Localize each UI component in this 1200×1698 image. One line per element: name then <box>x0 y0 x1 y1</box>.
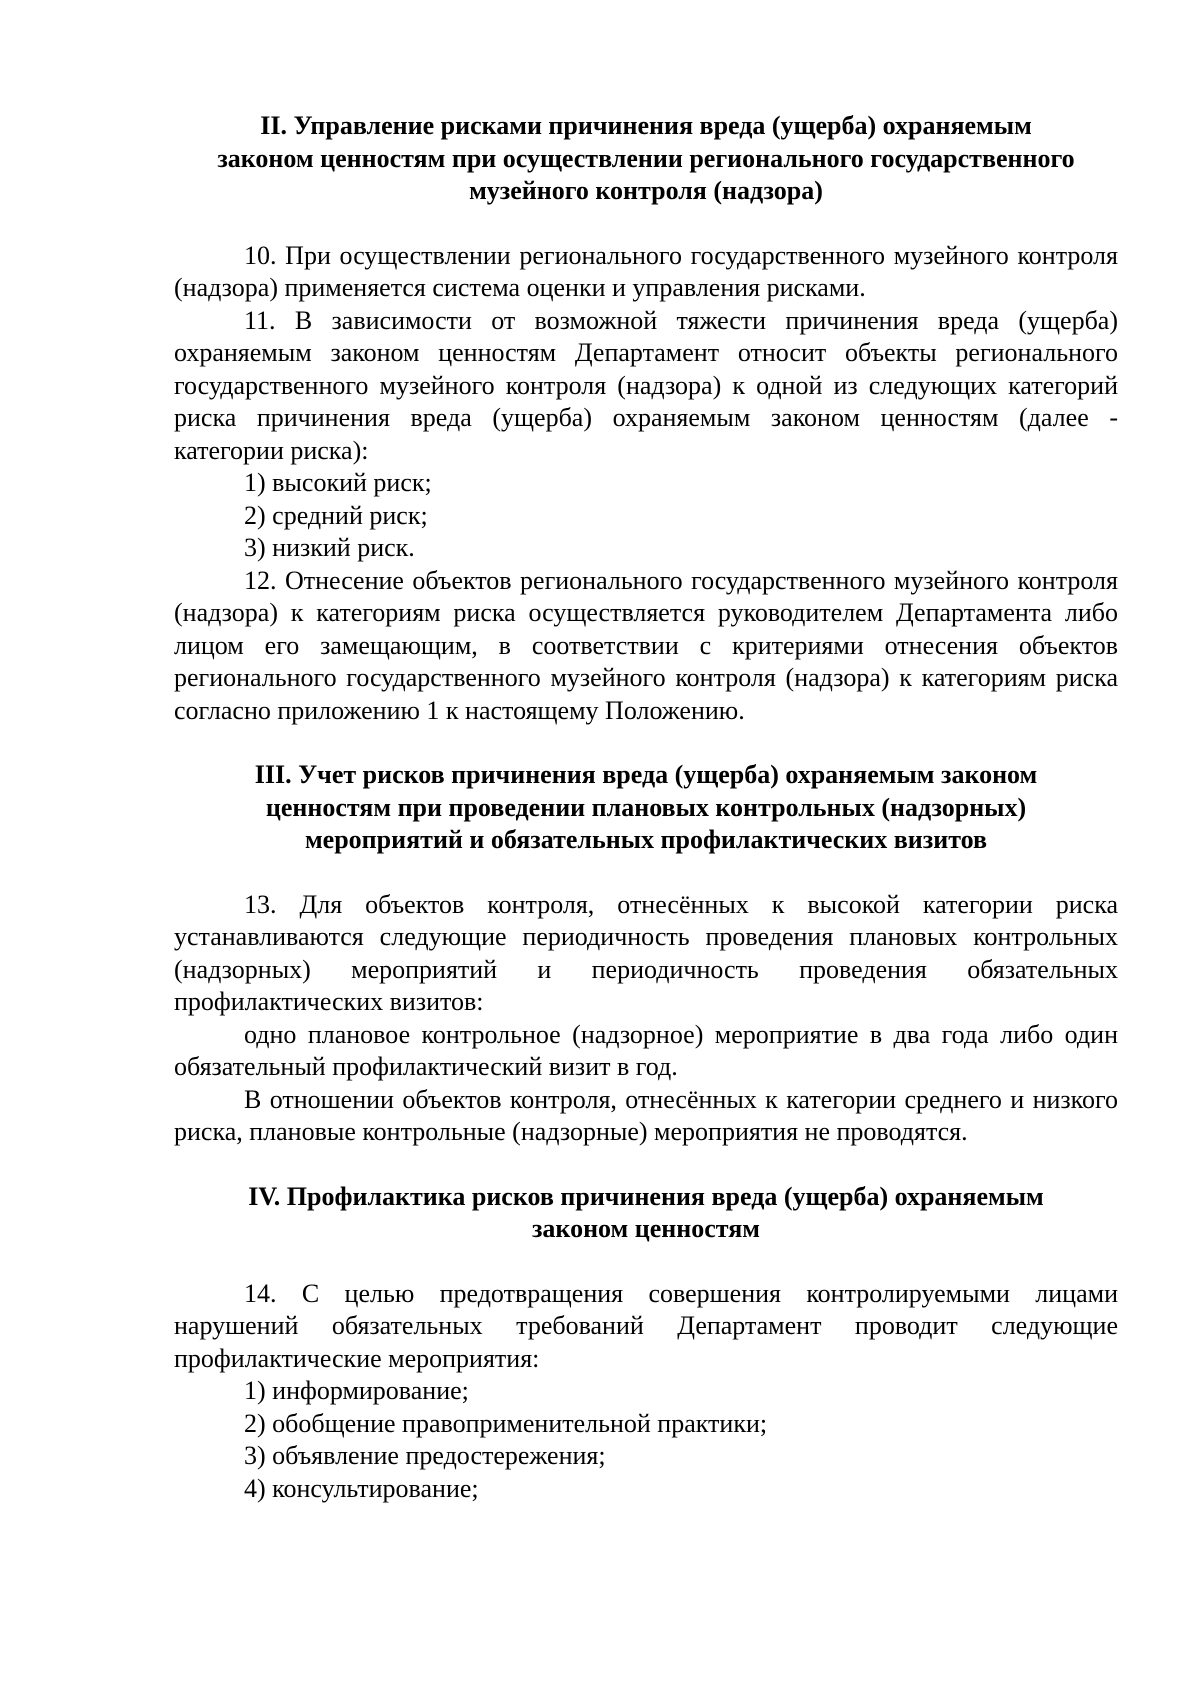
heading-line: IV. Профилактика рисков причинения вреда (ущерба) охраняемым <box>248 1181 1044 1211</box>
spacer <box>174 727 1118 759</box>
section-heading-ii <box>174 110 1118 208</box>
list-item-risk-low: 3) низкий риск. <box>244 533 415 562</box>
list-item-generalization: 2) обобщение правоприменительной практики; <box>244 1408 768 1438</box>
paragraph-12: 12. Отнесение объектов регионального государственного музейного контроля (надзора) к категориям риска осуществляется руководителем Департамента либо лицом его замещающим, в соответствии с критериями отнесения объектов регионального государственного музейного контроля (надзора) к категориям риска согласно приложению 1 к настоящему Положению. <box>174 565 1118 725</box>
section-heading-iv <box>174 1181 1118 1246</box>
spacer <box>174 1149 1118 1181</box>
heading-line: музейного контроля (надзора) <box>469 176 823 205</box>
document-page <box>174 110 1118 1505</box>
heading-line: законом ценностям <box>531 1214 760 1243</box>
paragraph-10: 10. При осуществлении регионального государственного музейного контроля (надзора) применяется система оценки и управления рисками. <box>174 240 1118 302</box>
list-item-warning: 3) объявление предостережения; <box>244 1441 606 1470</box>
paragraph-14: 14. С целью предотвращения совершения контролируемыми лицами нарушений обязательных требований Департамент проводит следующие профилактические мероприятия: <box>174 1278 1118 1373</box>
list-item-risk-medium: 2) средний риск; <box>244 500 428 530</box>
section-heading-iii <box>174 759 1118 857</box>
spacer <box>174 1246 1118 1278</box>
heading-line: II. Управление рисками причинения вреда (ущерба) охраняемым <box>260 111 1032 140</box>
spacer <box>174 208 1118 240</box>
heading-line: III. Учет рисков причинения вреда (ущерба) охраняемым законом <box>254 760 1038 789</box>
paragraph-11: 11. В зависимости от возможной тяжести причинения вреда (ущерба) охраняемым законом ценностям Департамент относит объекты регионального государственного музейного контроля (надзора) к одной из следующих категорий риска причинения вреда (ущерба) охраняемым законом ценностям (далее - категории риска): <box>174 305 1118 465</box>
heading-line: ценностям при проведении плановых контрольных (надзорных) <box>265 792 1027 822</box>
paragraph-13a: одно плановое контрольное (надзорное) мероприятие в два года либо один обязательный профилактический визит в год. <box>174 1019 1118 1081</box>
list-item-informing: 1) информирование; <box>244 1376 469 1405</box>
spacer <box>174 857 1118 889</box>
list-item-consulting: 4) консультирование; <box>244 1473 479 1503</box>
list-item-risk-high: 1) высокий риск; <box>244 468 432 497</box>
heading-line: мероприятий и обязательных профилактических визитов <box>304 825 988 854</box>
heading-line: законом ценностям при осуществлении регионального государственного <box>217 143 1075 173</box>
paragraph-13: 13. Для объектов контроля, отнесённых к высокой категории риска устанавливаются следующие периодичность проведения плановых контрольных (надзорных) мероприятий и периодичность проведения обязательных профилактических визитов: <box>174 889 1118 1016</box>
paragraph-13b: В отношении объектов контроля, отнесённых к категории среднего и низкого риска, плановые контрольные (надзорные) мероприятия не проводятся. <box>174 1084 1118 1146</box>
